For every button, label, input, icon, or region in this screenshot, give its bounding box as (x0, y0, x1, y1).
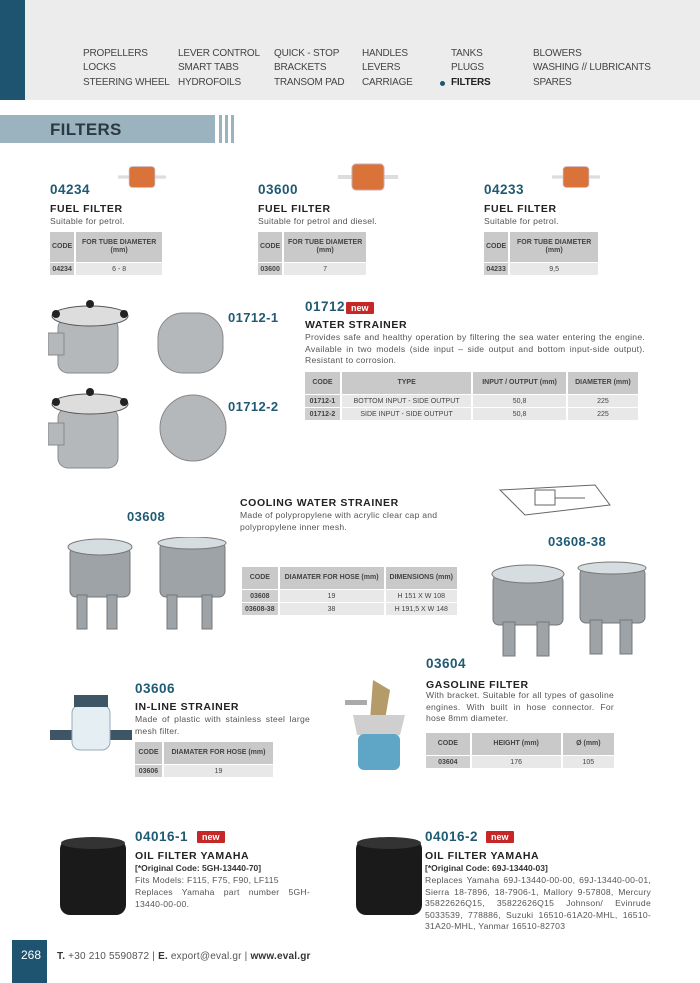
product-description: Suitable for petrol. (484, 216, 559, 226)
variant-label: 01712-1 (228, 310, 279, 325)
product-code: 01712 (305, 299, 346, 314)
new-badge: new (346, 302, 374, 314)
footer-contact: T. +30 210 5590872 | E. export@eval.gr | www.eval.gr (57, 951, 311, 962)
product-description: Made of plastic with stainless steel large mesh filter. (135, 714, 310, 736)
table-header-row (305, 372, 638, 394)
column-header: CODE (242, 567, 278, 589)
product-description: Suitable for petrol and diesel. (258, 216, 378, 226)
cooling-strainer-38-image (485, 560, 650, 658)
table-cell: 225 (568, 395, 638, 407)
product-code: 03600 (258, 182, 299, 197)
product-code: 03604 (426, 656, 467, 671)
table-row (50, 263, 162, 275)
table-cell: H 191,5 X W 148 (386, 603, 458, 615)
fuel-filter-image (338, 160, 398, 194)
product-code: 03606 (135, 681, 176, 696)
product-title: IN-LINE STRAINER (135, 701, 240, 713)
nav-column (451, 47, 491, 90)
header-stripe (225, 115, 228, 143)
gasoline-filter-image (345, 680, 413, 772)
product-description: Replaces Yamaha part number 5GH-13440-00-00. (135, 887, 310, 909)
table-cell: 03604 (426, 756, 470, 768)
nav-item[interactable] (178, 47, 260, 61)
product-title: COOLING WATER STRAINER (240, 497, 399, 509)
nav-item-label: LOCKS (83, 62, 116, 74)
nav-item[interactable] (362, 61, 413, 75)
product-code: 04016-1 (135, 829, 189, 844)
product-title: GASOLINE FILTER (426, 679, 529, 691)
table-cell: 176 (472, 756, 561, 768)
table-cell: SIDE INPUT - SIDE OUTPUT (342, 408, 471, 420)
nav-column (362, 47, 413, 90)
column-header: TYPE (342, 372, 471, 394)
column-header: CODE (258, 232, 282, 262)
column-header: DIAMETER (mm) (568, 372, 638, 394)
nav-item[interactable] (451, 61, 491, 75)
product-title: FUEL FILTER (484, 203, 557, 215)
header-stripe (231, 115, 234, 143)
active-dot-icon (440, 81, 445, 86)
table-cell: 6 - 8 (76, 263, 162, 275)
nav-item-label: SPARES (533, 76, 572, 88)
column-header: FOR TUBE DIAMETER (mm) (510, 232, 598, 262)
table-header-row (484, 232, 598, 262)
nav-column (83, 47, 170, 90)
table-cell: 01712-2 (305, 408, 340, 420)
spec-table (133, 741, 275, 778)
inline-strainer-image (50, 690, 132, 765)
column-header: HEIGHT (mm) (472, 733, 561, 755)
nav-item[interactable] (178, 61, 260, 75)
table-row (305, 408, 638, 420)
nav-item-label: LEVERS (362, 62, 401, 74)
table-cell: BOTTOM INPUT - SIDE OUTPUT (342, 395, 471, 407)
table-row (484, 263, 598, 275)
product-description: Provides safe and healthy operation by filtering the sea water entering the engine. Available in two models (side input – side output and bottom input-side output). Resistant to corrosion. (305, 332, 645, 365)
nav-item[interactable] (362, 76, 413, 90)
nav-item-label: HYDROFOILS (178, 76, 242, 88)
table-cell: 38 (280, 603, 384, 615)
column-header: INPUT / OUTPUT (mm) (473, 372, 566, 394)
original-code: [*Original Code: 5GH-13440-70] (135, 863, 262, 873)
nav-item[interactable] (533, 61, 651, 75)
table-cell: 19 (280, 590, 384, 602)
nav-item-label: TANKS (451, 48, 483, 59)
nav-item[interactable] (451, 76, 491, 90)
product-code: 04233 (484, 182, 525, 197)
column-header: DIAMATER FOR HOSE (mm) (164, 742, 273, 764)
column-header: FOR TUBE DIAMETER (mm) (284, 232, 366, 262)
table-cell: 9,5 (510, 263, 598, 275)
spec-table (240, 566, 459, 616)
nav-item[interactable] (83, 76, 170, 90)
product-description: With bracket. Suitable for all types of gasoline engines. With built in hose connector. For hose 8mm diameter. (426, 690, 614, 723)
table-row (242, 603, 457, 615)
spec-table (256, 231, 368, 276)
fuel-filter-image (118, 160, 166, 194)
table-cell: 105 (563, 756, 614, 768)
nav-item-label: SMART TABS (178, 62, 239, 74)
teal-edge-bar (0, 0, 25, 100)
table-cell: 03606 (135, 765, 162, 777)
water-strainer-image (48, 298, 233, 478)
nav-item-label: QUICK - STOP (274, 48, 340, 59)
website-link[interactable]: www.eval.gr (250, 951, 311, 962)
header-stripe (219, 115, 222, 143)
nav-item-label: PROPELLERS (83, 48, 148, 59)
table-cell: 50,8 (473, 408, 566, 420)
cooling-strainer-image (62, 537, 237, 632)
table-header-row (135, 742, 273, 764)
section-title: FILTERS (50, 120, 122, 139)
nav-item-label: LEVER CONTROL (178, 48, 260, 59)
column-header: DIAMATER FOR HOSE (mm) (280, 567, 384, 589)
oil-filter-image (354, 835, 424, 917)
product-code: 04016-2 (425, 829, 479, 844)
spec-table (303, 371, 640, 421)
nav-item[interactable] (451, 47, 491, 61)
column-header: CODE (50, 232, 74, 262)
fits-models: Fits Models: F115, F75, F90, LF115 (135, 875, 279, 885)
table-row (242, 590, 457, 602)
boat-diagram (495, 470, 615, 530)
table-cell: 03608 (242, 590, 278, 602)
nav-item[interactable] (83, 61, 170, 75)
fuel-filter-image (552, 160, 600, 194)
nav-item[interactable] (83, 47, 170, 61)
column-header: CODE (484, 232, 508, 262)
nav-column (533, 47, 651, 90)
nav-item-label: TRANSOM PAD (274, 76, 345, 88)
spec-table (48, 231, 164, 276)
table-row (258, 263, 366, 275)
nav-item[interactable] (274, 61, 344, 75)
column-header: FOR TUBE DIAMETER (mm) (76, 232, 162, 262)
product-title: OIL FILTER YAMAHA (135, 850, 250, 862)
product-code: 04234 (50, 182, 91, 197)
table-row (305, 395, 638, 407)
table-cell: 225 (568, 408, 638, 420)
email-label: E. (158, 951, 168, 962)
nav-item-label: BRACKETS (274, 62, 327, 74)
product-title: FUEL FILTER (258, 203, 331, 215)
nav-item[interactable] (362, 47, 413, 61)
product-title: OIL FILTER YAMAHA (425, 850, 540, 862)
spec-table (482, 231, 600, 276)
email-link[interactable]: export@eval.gr (170, 951, 242, 962)
table-cell: 01712-1 (305, 395, 340, 407)
oil-filter-image (58, 835, 128, 917)
table-cell: 19 (164, 765, 273, 777)
column-header: DIMENSIONS (mm) (386, 567, 458, 589)
page-number: 268 (12, 940, 47, 983)
nav-item[interactable] (274, 76, 344, 90)
nav-item[interactable] (178, 76, 260, 90)
table-cell: 50,8 (473, 395, 566, 407)
nav-item[interactable] (533, 47, 651, 61)
column-header: Ø (mm) (563, 733, 614, 755)
nav-item[interactable] (274, 47, 344, 61)
variant-label: 03608 (127, 509, 166, 524)
nav-item-label: WASHING // LUBRICANTS (533, 62, 651, 74)
product-description: Made of polypropylene with acrylic clear cap and polypropylene inner mesh. (240, 510, 438, 532)
table-cell: 03600 (258, 263, 282, 275)
product-title: WATER STRAINER (305, 319, 408, 331)
table-cell: 7 (284, 263, 366, 275)
table-header-row (242, 567, 457, 589)
nav-column (178, 47, 260, 90)
table-header-row (50, 232, 162, 262)
variant-label: 03608-38 (548, 534, 607, 549)
variant-label: 01712-2 (228, 399, 279, 414)
table-cell: 03608-38 (242, 603, 278, 615)
phone-label: T. (57, 951, 66, 962)
column-header: CODE (305, 372, 340, 394)
table-row (135, 765, 273, 777)
original-code: [*Original Code: 69J-13440-03] (425, 863, 548, 873)
column-header: CODE (135, 742, 162, 764)
nav-item-label: STEERING WHEEL (83, 76, 170, 88)
nav-column (274, 47, 344, 90)
table-header-row (426, 733, 614, 755)
table-header-row (258, 232, 366, 262)
nav-item-label: CARRIAGE (362, 76, 413, 88)
product-title: FUEL FILTER (50, 203, 123, 215)
nav-item-label: PLUGS (451, 62, 484, 74)
product-description: Replaces Yamaha 69J-13440-00-00, 69J-13440-00-01, Sierra 18-7896, 18-7906-1, Mallory 9-57808, Mercury 35822626Q15, 35822626Q15 Johnson/ Evinrude 5033539, 778886, Suzuki 16510-61A20-MHL, 16510-31A20-MHL, Yanmar 16510-82703 (425, 875, 651, 931)
new-badge: new (197, 831, 225, 843)
table-cell: 04234 (50, 263, 74, 275)
product-description: Suitable for petrol. (50, 216, 125, 226)
spec-table (424, 732, 616, 769)
nav-item-label: HANDLES (362, 48, 408, 59)
table-cell: H 151 X W 108 (386, 590, 458, 602)
phone: +30 210 5590872 (68, 951, 150, 962)
new-badge: new (486, 831, 514, 843)
nav-item-label: BLOWERS (533, 48, 582, 59)
nav-item-label: FILTERS (451, 76, 491, 88)
nav-item[interactable] (533, 76, 651, 90)
column-header: CODE (426, 733, 470, 755)
table-cell: 04233 (484, 263, 508, 275)
table-row (426, 756, 614, 768)
